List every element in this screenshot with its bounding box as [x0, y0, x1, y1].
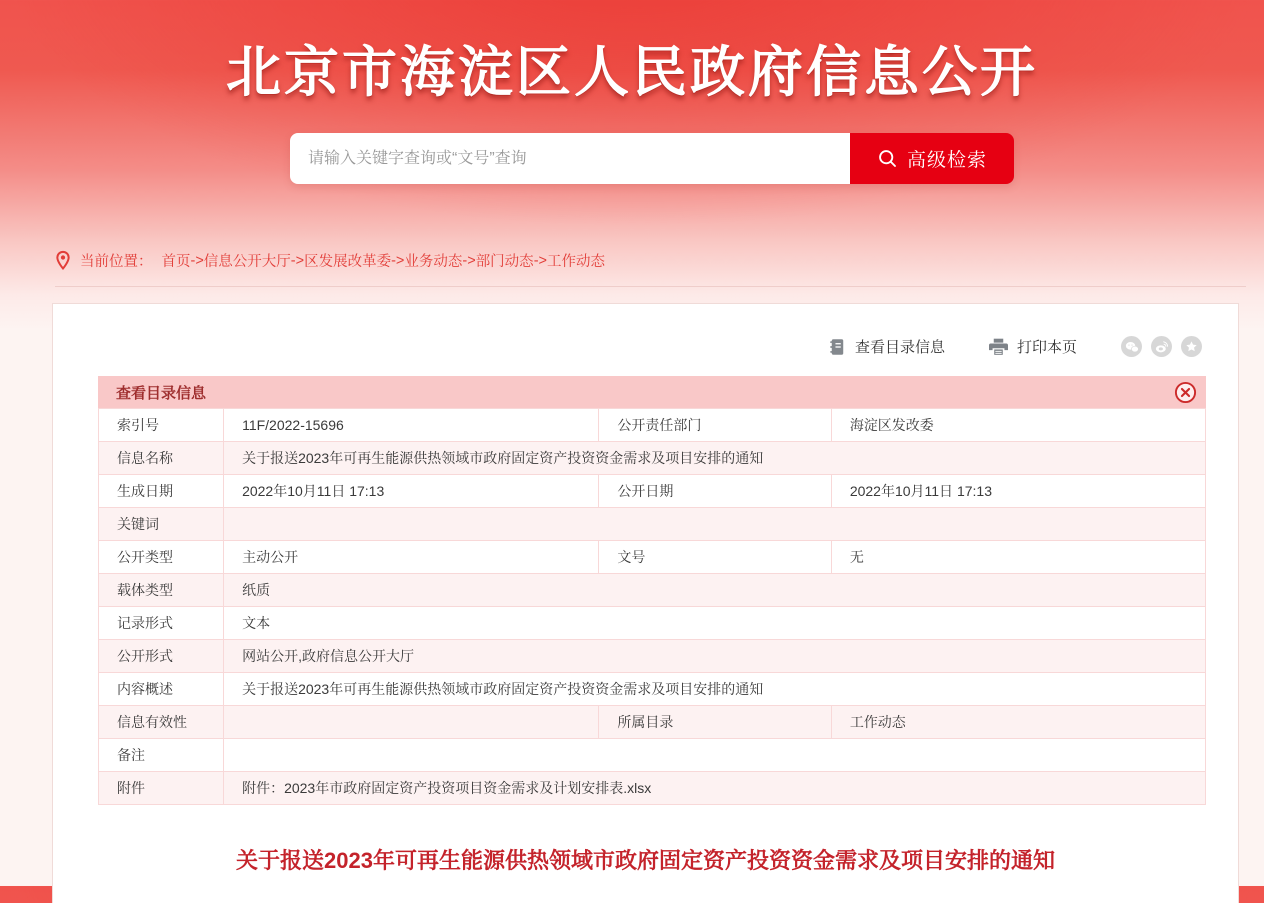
- breadcrumb-link-hall[interactable]: 信息公开大厅: [203, 254, 291, 270]
- table-row: [99, 475, 1206, 508]
- field-label: 索引号: [99, 409, 224, 442]
- field-value: 关于报送2023年可再生能源供热领域市政府固定资产投资资金需求及项目安排的通知: [224, 442, 1206, 475]
- table-row: [99, 574, 1206, 607]
- table-row: [99, 673, 1206, 706]
- breadcrumb-separator: ->: [462, 252, 476, 269]
- table-row: [99, 607, 1206, 640]
- breadcrumb-separator: ->: [391, 252, 405, 269]
- wechat-share-icon[interactable]: [1121, 336, 1142, 357]
- favorite-star-icon[interactable]: [1181, 336, 1202, 357]
- table-row: [99, 508, 1206, 541]
- field-label: 公开形式: [99, 640, 224, 673]
- field-label: 记录形式: [99, 607, 224, 640]
- field-label: 文号: [599, 541, 831, 574]
- field-label: 备注: [99, 739, 224, 772]
- breadcrumb-label: 当前位置：: [80, 254, 153, 270]
- close-icon[interactable]: [1174, 381, 1197, 404]
- field-value: [224, 706, 599, 739]
- field-value: 2022年10月11日 17:13: [831, 475, 1205, 508]
- field-value: 无: [831, 541, 1205, 574]
- view-catalog-label: 查看目录信息: [854, 339, 945, 356]
- field-value: [224, 508, 1206, 541]
- field-value: 工作动态: [831, 706, 1205, 739]
- field-label: 公开日期: [599, 475, 831, 508]
- table-row: [99, 541, 1206, 574]
- field-value: 关于报送2023年可再生能源供热领域市政府固定资产投资资金需求及项目安排的通知: [224, 673, 1206, 706]
- breadcrumb: [55, 250, 1244, 271]
- advanced-search-label: 高级检索: [906, 150, 987, 171]
- table-row: [99, 706, 1206, 739]
- table-row: [99, 409, 1206, 442]
- table-row: [99, 772, 1206, 805]
- breadcrumb-separator: ->: [190, 252, 204, 269]
- breadcrumb-separator: ->: [533, 252, 547, 269]
- field-label: 信息有效性: [99, 706, 224, 739]
- panel-header: [98, 376, 1206, 408]
- field-label: 内容概述: [99, 673, 224, 706]
- field-value: 网站公开,政府信息公开大厅: [224, 640, 1206, 673]
- field-label: 公开类型: [99, 541, 224, 574]
- field-value: [224, 772, 1206, 805]
- panel-title: 查看目录信息: [116, 384, 207, 402]
- field-value: 11F/2022-15696: [224, 409, 599, 442]
- breadcrumb-link-commission[interactable]: 区发展改革委: [304, 254, 392, 270]
- field-label: 载体类型: [99, 574, 224, 607]
- table-row: [99, 739, 1206, 772]
- attachment-link[interactable]: 附件：2023年市政府固定资产投资项目资金需求及计划安排表.xlsx: [242, 780, 652, 796]
- breadcrumb-divider: [55, 286, 1246, 287]
- article-title: 关于报送2023年可再生能源供热领域市政府固定资产投资资金需求及项目安排的通知: [236, 848, 1055, 873]
- search-icon: [877, 148, 898, 169]
- breadcrumb-link-department[interactable]: 部门动态: [475, 254, 534, 270]
- breadcrumb-link-business[interactable]: 业务动态: [404, 254, 463, 270]
- field-label: 关键词: [99, 508, 224, 541]
- table-row: [99, 640, 1206, 673]
- page-toolbar: [829, 336, 1202, 357]
- breadcrumb-link-work[interactable]: 工作动态: [546, 254, 605, 270]
- field-label: 公开责任部门: [599, 409, 831, 442]
- field-value: 2022年10月11日 17:13: [224, 475, 599, 508]
- weibo-share-icon[interactable]: [1151, 336, 1172, 357]
- breadcrumb-link-home[interactable]: 首页: [161, 254, 191, 270]
- field-label: 生成日期: [99, 475, 224, 508]
- metadata-table: [98, 408, 1206, 805]
- advanced-search-button[interactable]: [850, 133, 1014, 184]
- breadcrumb-separator: ->: [290, 252, 305, 269]
- printer-icon: [989, 338, 1008, 356]
- print-page-button[interactable]: [989, 336, 1077, 357]
- view-catalog-button[interactable]: [829, 336, 945, 357]
- field-value: [224, 739, 1206, 772]
- search-bar: [290, 133, 1014, 184]
- table-row: [99, 442, 1206, 475]
- catalog-info-panel: [98, 376, 1206, 805]
- field-value: 海淀区发改委: [831, 409, 1205, 442]
- field-label: 附件: [99, 772, 224, 805]
- page-title: 北京市海淀区人民政府信息公开: [225, 41, 1038, 103]
- field-value: 主动公开: [224, 541, 599, 574]
- field-value: 文本: [224, 607, 1206, 640]
- field-label: 所属目录: [599, 706, 831, 739]
- share-buttons: [1121, 336, 1202, 357]
- field-label: 信息名称: [99, 442, 224, 475]
- location-pin-icon: [55, 250, 71, 271]
- search-input[interactable]: [290, 133, 850, 184]
- field-value: 纸质: [224, 574, 1206, 607]
- print-page-label: 打印本页: [1016, 339, 1077, 356]
- document-icon: [829, 338, 846, 356]
- content-card: [52, 303, 1239, 903]
